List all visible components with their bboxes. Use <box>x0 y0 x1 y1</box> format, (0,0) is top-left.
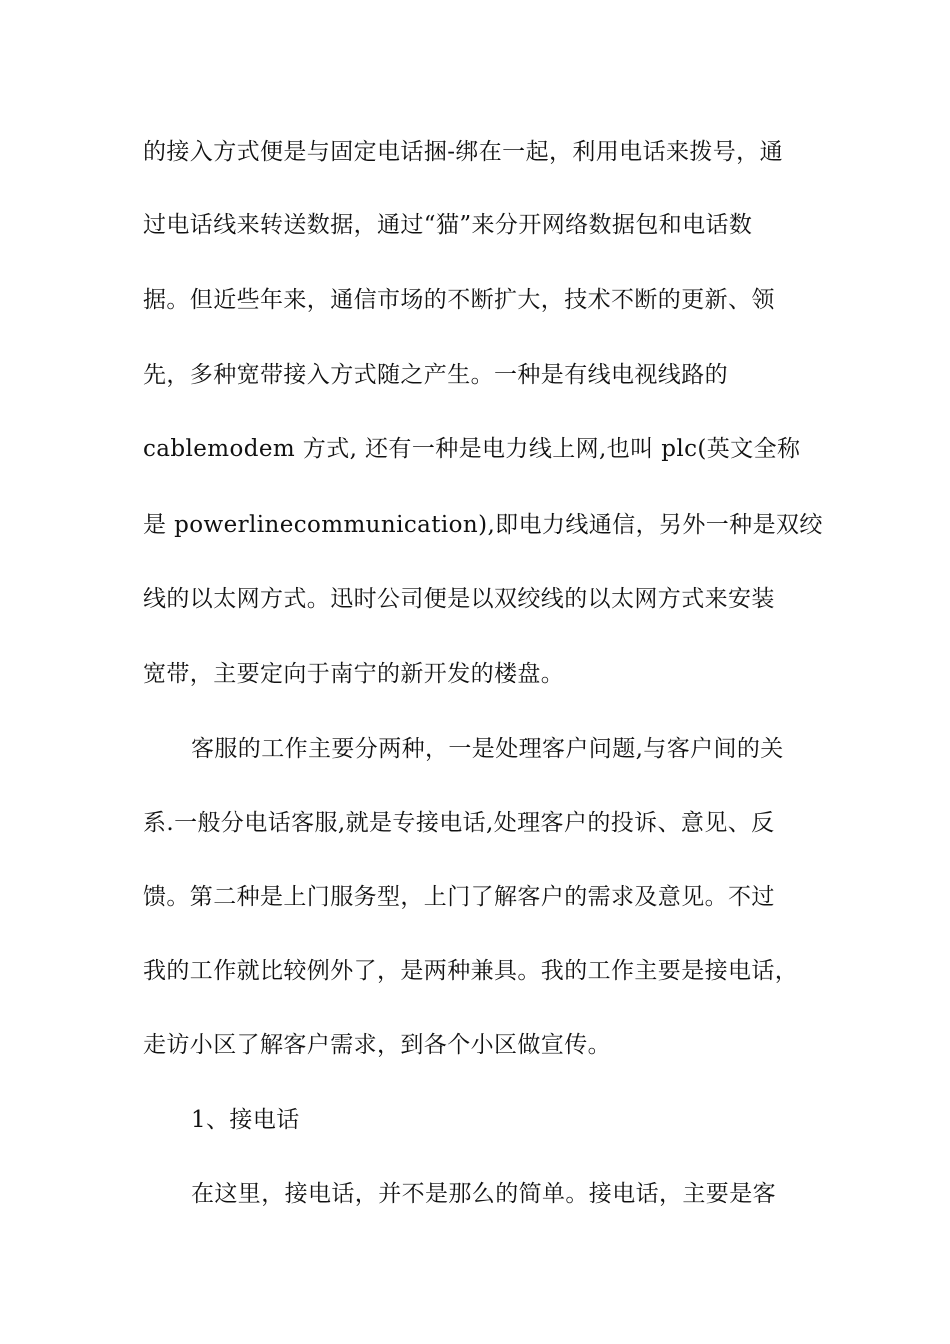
text-line: cablemodem 方式, 还有一种是电力线上网,也叫 plc(英文全称 <box>143 436 801 462</box>
text-line: 先，多种宽带接入方式随之产生。一种是有线电视线路的 <box>143 362 728 388</box>
text-line: 线的以太网方式。迅时公司便是以双绞线的以太网方式来安装 <box>143 586 775 612</box>
paragraph-first-line: 在这里，接电话，并不是那么的简单。接电话，主要是客 <box>191 1181 776 1207</box>
text-line: 宽带，主要定向于南宁的新开发的楼盘。 <box>143 661 565 687</box>
text-line: 的接入方式便是与固定电话捆-绑在一起，利用电话来拨号，通 <box>143 139 783 165</box>
text-line: 系.一般分电话客服,就是专接电话,处理客户的投诉、意见、反 <box>143 810 775 836</box>
section-heading: 1、接电话 <box>191 1107 300 1133</box>
text-line: 馈。第二种是上门服务型，上门了解客户的需求及意见。不过 <box>143 884 775 910</box>
text-line: 过电话线来转送数据，通过“猫”来分开网络数据包和电话数 <box>143 212 753 238</box>
text-line: 我的工作就比较例外了，是两种兼具。我的工作主要是接电话， <box>143 958 799 984</box>
paragraph-first-line: 客服的工作主要分两种，一是处理客户问题,与客户间的关 <box>191 736 784 762</box>
text-line: 据。但近些年来，通信市场的不断扩大，技术不断的更新、领 <box>143 287 775 313</box>
text-line: 走访小区了解客户需求，到各个小区做宣传。 <box>143 1032 611 1058</box>
text-line: 是 powerlinecommunication),即电力线通信，另外一种是双绞 <box>143 512 823 538</box>
